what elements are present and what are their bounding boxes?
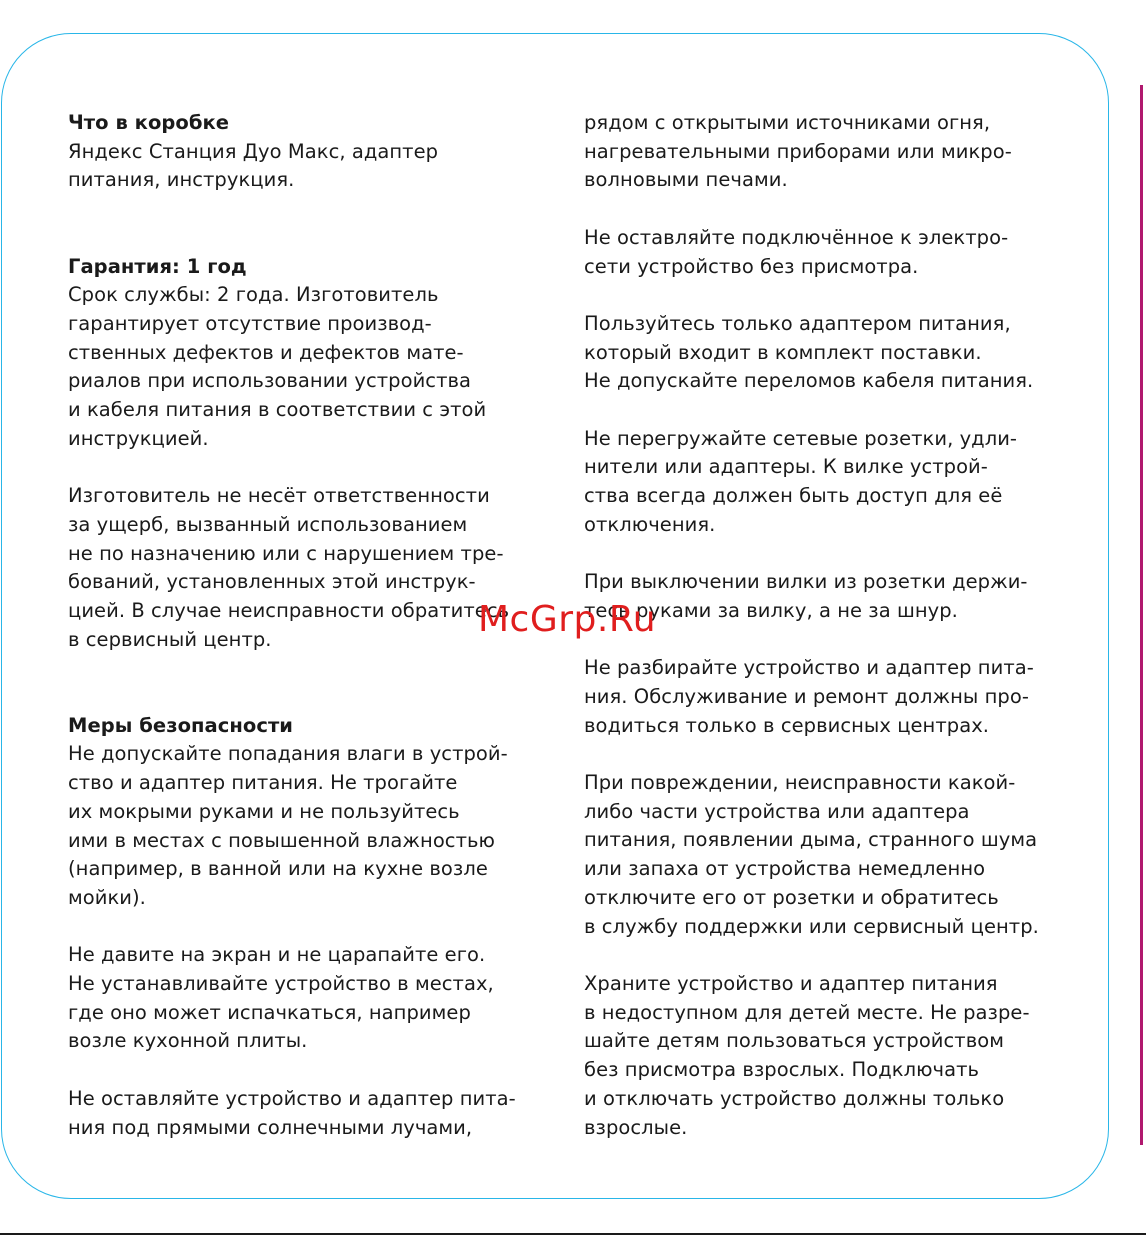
text-line: инструкцией.	[68, 426, 209, 450]
text-line: взрослые.	[584, 1115, 688, 1139]
text-line: Пользуйтесь только адаптером питания,	[584, 311, 1011, 335]
text-line: Не устанавливайте устройство в местах,	[68, 972, 494, 996]
text-line: Храните устройство и адаптер питания	[584, 971, 998, 995]
bottom-rule	[0, 1233, 1146, 1235]
text-line: без присмотра взрослых. Подключать	[584, 1058, 980, 1082]
text-line: питания, появлении дыма, странного шума	[584, 828, 1038, 852]
text-line: питания, инструкция.	[68, 168, 295, 192]
left-column	[68, 109, 538, 1142]
text-line: в службу поддержки или сервисный центр.	[584, 914, 1039, 938]
text-line: Не перегружайте сетевые розетки, удли-	[584, 426, 1018, 450]
text-line: мойки).	[68, 885, 146, 909]
text-line: риалов при использовании устройства	[68, 369, 472, 393]
text-line: который входит в комплект поставки.	[584, 340, 982, 364]
text-line: в недоступном для детей месте. Не разре-	[584, 1000, 1030, 1024]
text-line: Не оставляйте устройство и адаптер пита-	[68, 1086, 516, 1110]
text-line: Яндекс Станция Дуо Макс, адаптер	[68, 139, 439, 163]
text-line: либо части устройства или адаптера	[584, 799, 970, 823]
warranty-heading: Гарантия: 1 год	[68, 254, 247, 278]
text-line: отключения.	[584, 512, 716, 536]
text-line: Не давите на экран и не царапайте его.	[68, 943, 486, 967]
text-line: волновыми печами.	[584, 168, 788, 192]
text-line: нители или адаптеры. К вилке устрой-	[584, 455, 988, 479]
text-line: где оно может испачкаться, например	[68, 1000, 471, 1024]
safety-heading: Меры безопасности	[68, 713, 294, 737]
text-line: водиться только в сервисных центрах.	[584, 713, 990, 737]
right-column	[584, 109, 1074, 1142]
text-line: или запаха от устройства немедленно	[584, 857, 986, 881]
text-line: и кабеля питания в соответствии с этой	[68, 398, 487, 422]
text-line: Изготовитель не несёт ответственности	[68, 484, 490, 508]
text-line: их мокрыми руками и не пользуйтесь	[68, 799, 460, 823]
text-line: При повреждении, неисправности какой-	[584, 771, 1016, 795]
text-line: Не разбирайте устройство и адаптер пита-	[584, 656, 1034, 680]
text-line: ства всегда должен быть доступ для её	[584, 484, 1003, 508]
text-line: шайте детям пользоваться устройством	[584, 1029, 1004, 1053]
side-stripe	[1140, 85, 1143, 1145]
text-line: ния. Обслуживание и ремонт должны про-	[584, 684, 1029, 708]
text-line: тесь руками за вилку, а не за шнур.	[584, 598, 958, 622]
text-line: и отключать устройство должны только	[584, 1086, 1005, 1110]
text-line: ими в местах с повышенной влажностью	[68, 828, 495, 852]
text-line: ство и адаптер питания. Не трогайте	[68, 771, 458, 795]
watermark: McGrp.Ru	[478, 599, 657, 640]
text-line: (например, в ванной или на кухне возле	[68, 857, 488, 881]
text-line: гарантирует отсутствие производ-	[68, 311, 432, 335]
text-line: не по назначению или с нарушением тре-	[68, 541, 504, 565]
text-line: Не допускайте попадания влаги в устрой-	[68, 742, 508, 766]
text-line: возле кухонной плиты.	[68, 1029, 308, 1053]
text-line: Не допускайте переломов кабеля питания.	[584, 369, 1034, 393]
text-line: Срок службы: 2 года. Изготовитель	[68, 283, 439, 307]
text-line: за ущерб, вызванный использованием	[68, 512, 468, 536]
text-line: бований, установленных этой инструк-	[68, 570, 476, 594]
text-line: в сервисный центр.	[68, 627, 272, 651]
text-line: При выключении вилки из розетки держи-	[584, 570, 1028, 594]
box-contents-heading: Что в коробке	[68, 111, 230, 134]
text-line: Не оставляйте подключённое к электро-	[584, 225, 1009, 249]
text-line: цией. В случае неисправности обратитесь	[68, 598, 510, 622]
text-line: отключите его от розетки и обратитесь	[584, 885, 999, 909]
text-line: сети устройство без присмотра.	[584, 254, 919, 278]
text-line: ния под прямыми солнечными лучами,	[68, 1115, 473, 1139]
text-line: ственных дефектов и дефектов мате-	[68, 340, 464, 364]
text-line: нагревательными приборами или микро-	[584, 139, 1012, 163]
text-line: рядом с открытыми источниками огня,	[584, 111, 991, 134]
